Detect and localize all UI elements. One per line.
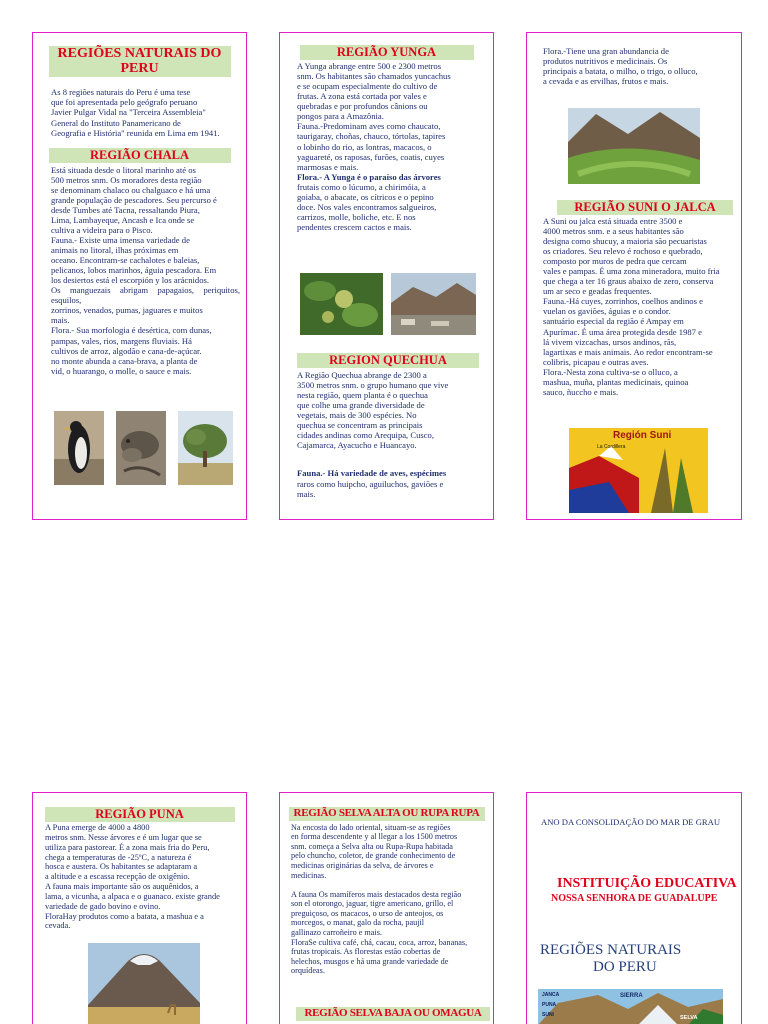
lizard-photo: [116, 411, 166, 485]
panel-cover: [526, 792, 742, 1024]
yunga-heading: REGIÃO YUNGA: [300, 45, 474, 60]
cover-title-line1: REGIÕES NATURAIS: [540, 942, 682, 958]
valley-photo: [391, 273, 476, 335]
intro-text: As 8 regiões naturais do Peru é uma tese que foi apresentada pelo geógrafo peruano Javier Pulgar Vidal na "Terceira Assembleia" General do Instituto Panamericano de Geografia e História" reunida em Lima em 1941.: [51, 87, 220, 138]
penguin-photo: [54, 411, 104, 485]
cover-title-line2: DO PERU: [593, 959, 657, 975]
year-title: ANO DA CONSOLIDAÇÃO DO MAR DE GRAU: [541, 817, 721, 827]
panel-suni: [526, 32, 742, 520]
map-label-sierra: SIERRA: [620, 993, 643, 999]
map-label-suni: SUNI: [542, 1012, 554, 1018]
page-title: REGIÕES NATURAIS DO PERU: [49, 46, 231, 77]
panel-chala: [32, 32, 247, 520]
selva-alta-heading: REGIÃO SELVA ALTA OU RUPA RUPA: [289, 807, 485, 821]
selva-alta-text: Na encosta do lado oriental, situam-se as regiões en forma descendente y al llegar a los 1500 metros snm. começa a Selva alta ou Rupa-Rupa habitada pelo chuncho, coletor, de grande conhecimento de medicinas originárias da selva, de árvores e medicinas. A fauna Os mamíferos mais destacados desta região son el otorongo, jaguar, tigre americano, grillo, el preguiçoso, os macacos, o urso de anteojos, os morcegos, o manat, galo da rocha, paujil gallinazo carroñeiro e mais. FloraSe cultiva café, chá, cacau, coca, arroz, bananas, frutas tropicais. As florestas estão cobertas de helechos, musgos e há uma grande variedade de orquídeas.: [291, 822, 468, 976]
panel-selva: [279, 792, 494, 1024]
institution-name: INSTITUIÇÃO EDUCATIVA: [557, 876, 737, 891]
tree-photo: [178, 411, 233, 485]
panel-puna: [32, 792, 247, 1024]
yunga-flora-text: frutais como o lúcumo, a chirimóia, a goiaba, o abacate, os cítricos e o pepino doce. Nos vales encontramos salgueiros, carrizos, molle, boliche, etc. E nos pendentes crescem cactos e mais.: [297, 181, 437, 232]
regions-map-illustration: [538, 989, 723, 1024]
puna-heading: REGIÃO PUNA: [45, 807, 235, 822]
puna-text: A Puna emerge de 4000 a 4800 metros snm. Nesse árvores e é um lugar que se utiliza para pastorear. É a zona mais fria do Peru, chega a temperaturas de -25ºC, a natureza é hosca e austera. Os habitantes se adaptaram a a altitude e a escassa recepção de oxigênio. A fauna mais importante são os auquênidos, a lama, a vicunha, a alpaca e o guanaco. existe grande variedade de gado bovino e ovino. FloraHay produtos como a batata, a mashua e a cevada.: [45, 823, 220, 931]
suni-image-label: La Cordillera: [597, 444, 626, 450]
fruit-tree-photo: [300, 273, 383, 335]
quechua-flora-text: Flora.-Tiene una gran abundancia de produtos nutritivos e medicinais. Os principais a batata, o milho, o trigo, o olluco, a cevada e as ervilhas, frutos e mais.: [543, 46, 698, 87]
quechua-fauna-lead: Fauna.- Há variedade de aves, espécimes: [297, 468, 447, 478]
suni-heading: REGIÃO SUNI O JALCA: [557, 200, 733, 215]
chala-heading: REGIÃO CHALA: [49, 148, 231, 163]
quechua-fauna-text: raros como huipcho, aguiluchos, gaviões e mais.: [297, 479, 444, 500]
suni-text: A Suni ou jalca está situada entre 3500 e 4000 metros snm. e a seus habitantes são designa como shucuy, a maioria são pecuaristas os criadores. Seu relevo é rochoso e quebrado, composto por muros de pedra que cercam vales e pampas. É uma zona mineradora, muito fria que chega a ter 16 graus abaixo de zero, conserva um ar seco e geadas frequentes. Fauna.-Há cuyes, zorrinhos, coelhos andinos e vuelan os gaviões, águias e o condor. santuário especial da região é Ampay em Apurímac. É uma área protegida desde 1987 e lá vivem vizcachas, ursos andinos, rãs, lagartixas e mais animais. Ao redor encontram-se colibris, picapau e outras aves. Flora.-Nesta zona cultiva-se o olluco, a mashua, muña, plantas medicinais, quinoa sauco, ñuccho e mais.: [543, 216, 720, 397]
institution-subtitle: NOSSA SENHORA DE GUADALUPE: [551, 893, 718, 904]
suni-image-caption: Región Suni: [613, 430, 672, 441]
green-valley-photo: [568, 108, 700, 184]
selva-baja-heading: REGIÃO SELVA BAJA OU OMAGUA: [296, 1007, 490, 1021]
quechua-heading: REGION QUECHUA: [297, 353, 479, 368]
mountain-photo: [88, 943, 200, 1024]
panel-yunga-quechua: [279, 32, 494, 520]
quechua-text: A Região Quechua abrange de 2300 a 3500 metros snm. o grupo humano que vive nesta região, quem planta é o quechua que colhe uma grande diversidade de vegetais, mais de 300 espécies. No quechua se concentram as principais cidades andinas como Arequipa, Cusco, Cajamarca, Ayacucho e Huancayo.: [297, 370, 449, 451]
map-label-janca: JANCA: [542, 992, 560, 998]
yunga-flora-lead: Flora.- A Yunga é o paraíso das árvores: [297, 171, 441, 182]
chala-text: Está situada desde o litoral marinho até os 500 metros snm. Os moradores desta região se denominam chalaco ou chalguaco e há uma grande população de pescadores. Seu percurso é desde Tumbes até Tacna, ressaltando Piura, Lima, Lambayeque, Ancash e Ica onde se cultiva a videira para o Pisco. Fauna.- Existe uma imensa variedade de animais no litoral, ilhas próximas em oceano. Encontram-se cachalotes e baleias, pelicanos, lobos marinhos, águia pescadora. Em los desiertos está el escorpión y los arácnidos. Os manguezais abrigam papagaios, periquitos, esquilos, zorrinos, venados, pumas, jaguares e muitos mais. Flora.- Sua morfologia é desértica, com dunas, pampas, vales, rios, margens fluviais. Há cultivos de arroz, algodão e cana-de-açúcar. no monte abunda a cana-brava, a planta de vid, o huarango, o molle, o sauce e mais.: [51, 164, 240, 376]
suni-region-illustration: [569, 428, 708, 513]
yunga-text: A Yunga abrange entre 500 e 2300 metros snm. Os habitantes são chamados yuncachus e se ocupam especialmente do cultivo de frutas. A zona está cortada por vales e quebradas e por profundos cânions ou pongos para a Amazônia. Fauna.-Predominam aves como chaucato, taurigaray, choñas, chauco, tórtolas, tapires o lobinho do rio, as lontras, macacos, o yaguareté, os raposas, furões, coatis, cuyes marmosas e mais.: [297, 61, 451, 172]
map-label-selva: SELVA: [680, 1015, 698, 1021]
map-label-puna: PUNA: [542, 1002, 557, 1008]
